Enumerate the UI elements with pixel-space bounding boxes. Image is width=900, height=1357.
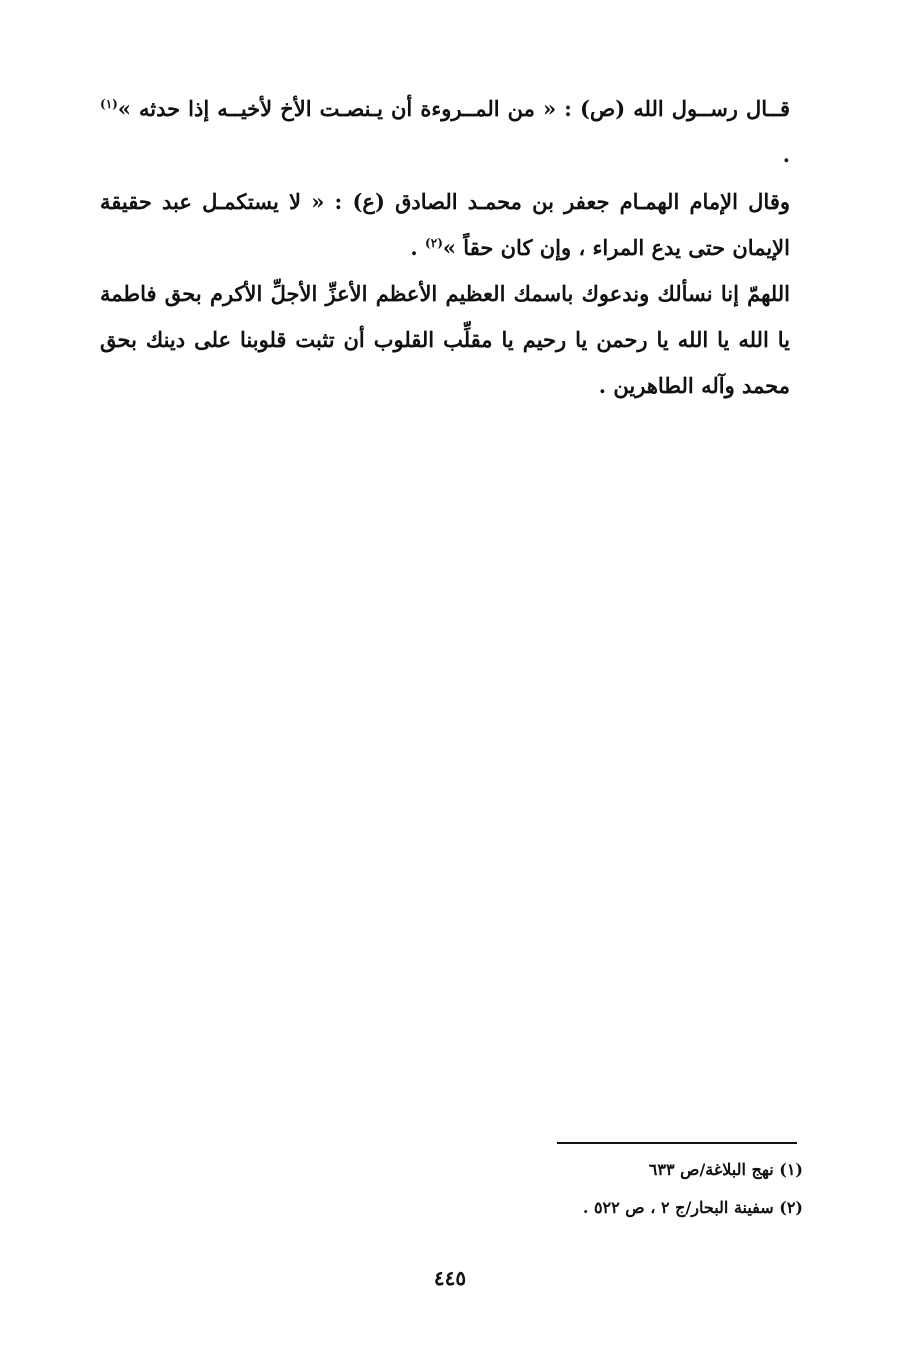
footnote-marker: (١)	[779, 1160, 803, 1179]
paragraph-tail: .	[782, 142, 790, 167]
footnote-reference-1: (١)	[100, 97, 118, 111]
footnote-text: سفينة البحار/ج ٢ ، ص ٥٢٢ .	[582, 1198, 774, 1217]
paragraph-text: اللهمّ إنا نسألك وندعوك باسمك العظيم الأعظم الأعزِّ الأجلِّ الأكرم بحق فاطمة يا الله يا الله يا رحمن يا رحيم يا مقلِّب القلوب أن تثبت قلوبنا على دينك بحق محمد وآله الطاهرين .	[100, 281, 790, 398]
paragraph-text: قــال رســول الله (ص) : « من المــروءة أن يـنصـت الأخ لأخيــه إذا حدثه »	[117, 96, 790, 121]
footnote-divider	[557, 1142, 797, 1144]
paragraph-text: وقال الإمام الهمـام جعفر بن محمـد الصادق (ع) : « لا يستكمـل عبد حقيقة الإيمان حتى يدع المراء ، وإن كان حقاً »	[100, 189, 790, 260]
hadith-paragraph-1	[100, 86, 790, 178]
page-number: ٤٤٥	[433, 1266, 467, 1290]
paragraph-tail: .	[410, 235, 426, 260]
footnote-2	[583, 1194, 803, 1222]
footnote-1	[649, 1156, 803, 1184]
footnote-reference-2: (٢)	[425, 236, 443, 250]
footnote-marker: (٢)	[779, 1198, 803, 1217]
footnote-text: نهج البلاغة/ص ٦٣٣	[648, 1160, 774, 1179]
supplication-paragraph	[100, 271, 790, 409]
hadith-paragraph-2	[100, 179, 790, 271]
